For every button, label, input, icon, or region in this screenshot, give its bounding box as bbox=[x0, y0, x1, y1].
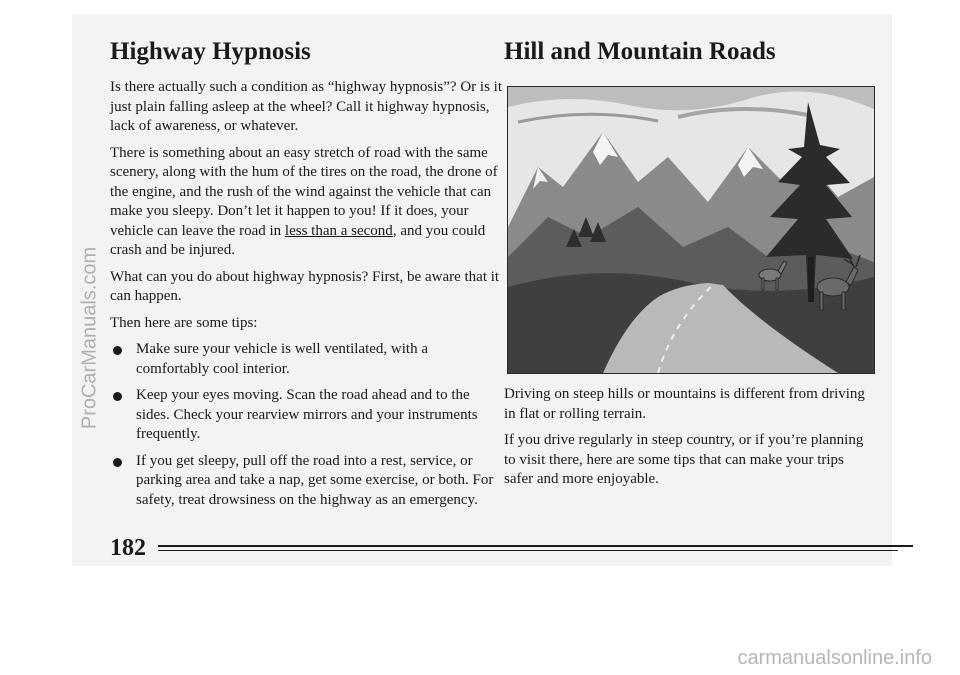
tips-list bbox=[110, 340, 505, 510]
section-title-hill-mountain-roads: Hill and Mountain Roads bbox=[504, 38, 776, 65]
text-run: There is something about an easy stretch of road with the same scenery, along with the hum of the tires on the road, the drone of the engine, and the rush of the wind against the vehicle that can make you sleepy. Don’t let it happen to you! If it does, your vehicle can leave the road in bbox=[110, 144, 498, 239]
list-item bbox=[110, 452, 505, 511]
bullet-icon bbox=[113, 346, 122, 355]
page-footer bbox=[110, 533, 892, 563]
footer-rule-thin bbox=[158, 550, 898, 551]
text-run: , and you could crash and be injured. bbox=[110, 222, 486, 258]
page-number: 182 bbox=[110, 535, 146, 561]
bullet-icon bbox=[113, 392, 122, 401]
paragraph: Then here are some tips: bbox=[110, 314, 258, 331]
list-item-text: If you get sleepy, pull off the road into a rest, service, or parking area and take a nap, get some exercise, or both. For safety, treat drowsiness on the highway as an emergency. bbox=[136, 452, 494, 508]
paragraph: If you drive regularly in steep country, or if you’re planning to visit there, here are some tips that can make your trips safer and more enjoyable. bbox=[504, 432, 864, 487]
hill-mountain-body bbox=[504, 385, 876, 497]
highway-hypnosis-body bbox=[110, 78, 505, 517]
list-item bbox=[110, 386, 505, 445]
paragraph: What can you do about highway hypnosis? First, be aware that it can happen. bbox=[110, 268, 500, 304]
list-item-text: Make sure your vehicle is well ventilated, with a comfortably cool interior. bbox=[136, 341, 428, 377]
manual-page bbox=[72, 14, 892, 566]
list-item-text: Keep your eyes moving. Scan the road ahead and to the sides. Check your rearview mirrors and your instruments frequently. bbox=[136, 387, 478, 442]
underlined-text: less than a second bbox=[284, 222, 393, 239]
footer-rule bbox=[158, 545, 913, 547]
mountain-road-illustration bbox=[507, 86, 875, 374]
paragraph: Is there actually such a condition as “highway hypnosis”? Or is it just plain falling asleep at the wheel? Call it highway hypnosis, lack of awareness, or whatever. bbox=[110, 79, 502, 134]
section-title-highway-hypnosis: Highway Hypnosis bbox=[110, 38, 311, 65]
paragraph bbox=[110, 144, 505, 261]
paragraph: Driving on steep hills or mountains is different from driving in flat or rolling terrain. bbox=[504, 386, 865, 422]
side-watermark: ProCarManuals.com bbox=[78, 246, 101, 430]
list-item bbox=[110, 340, 505, 379]
bullet-icon bbox=[113, 458, 122, 467]
bottom-watermark: carmanualsonline.info bbox=[737, 647, 932, 669]
